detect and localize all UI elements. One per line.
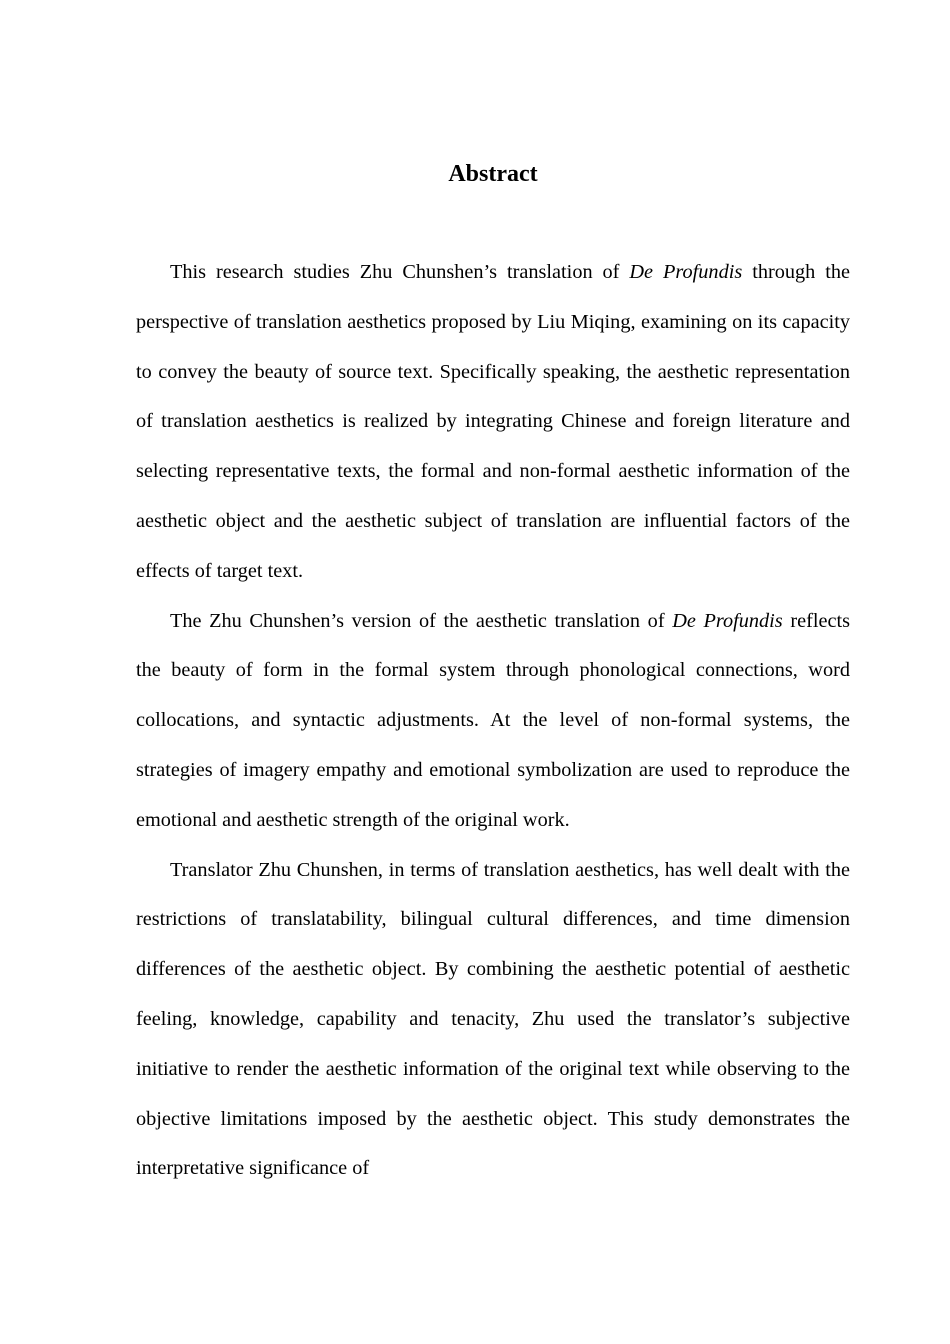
paragraph-1-book-title: De Profundis (629, 261, 743, 283)
paragraph-2-text-start: The Zhu Chunshen’s version of the aesthetic translation of (170, 609, 673, 632)
paragraph-1-text-start: This research studies Zhu Chunshen’s translation of (170, 261, 630, 283)
abstract-paragraph-3: Translator Zhu Chunshen, in terms of translation aesthetics, has well dealt with the restrictions of translatability, bilingual cultural differences, and time dimension differences of the aesthetic object. By combining the aesthetic potential of aesthetic feeling, knowledge, capability and tenacity, Zhu used the translator’s subjective initiative to render the aesthetic information of the original text while observing to the objective limitations imposed by the aesthetic object. This study demonstrates the interpretative significance of (136, 858, 850, 1180)
paragraph-2-book-title: De Profundis (672, 609, 783, 632)
abstract-body (136, 248, 850, 1194)
abstract-paragraph-2 (136, 597, 850, 846)
abstract-title: Abstract (448, 161, 538, 187)
paragraph-1-text-end: through the perspective of translation aesthetics proposed by Liu Miqing, examining on its capacity to convey the beauty of source text. Specifically speaking, the aesthetic representation of translation aesthetics is realized by integrating Chinese and foreign literature and selecting representative texts, the formal and non-formal aesthetic information of the aesthetic object and the aesthetic subject of translation are influential factors of the effects of target text. (136, 261, 851, 582)
abstract-paragraph-1 (136, 248, 850, 597)
paragraph-2-text-end: reflects the beauty of form in the formal system through phonological connections, word collocations, and syntactic adjustments. At the level of non-formal systems, the strategies of imagery empathy and emotional symbolization are used to reproduce the emotional and aesthetic strength of the original work. (136, 609, 850, 831)
